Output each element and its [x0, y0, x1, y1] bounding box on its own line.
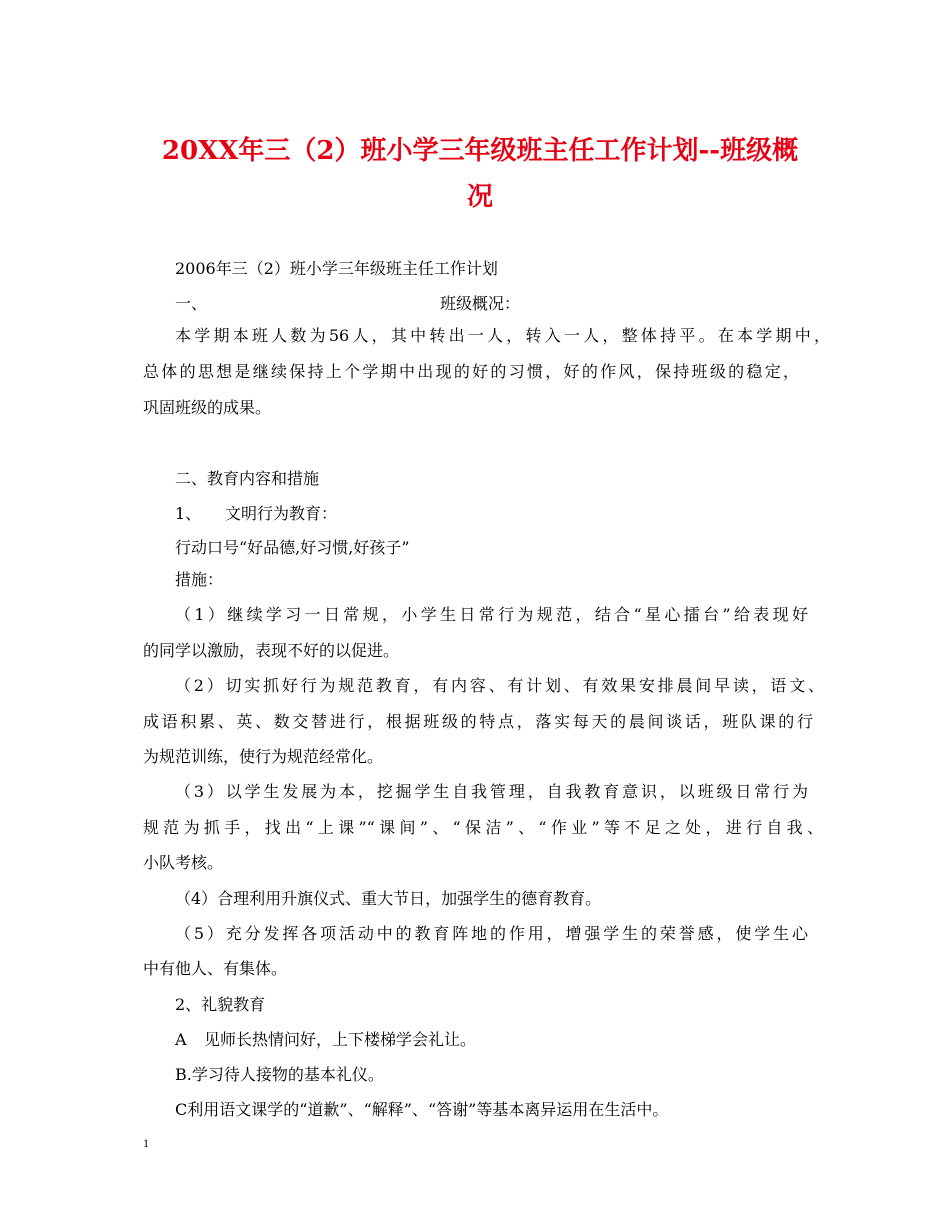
item-c-text: C利用语文课学的“道歉”、“解释”、“答谢”等基本离异运用在生活中。 — [175, 1100, 669, 1119]
measure-1-line: 的同学以激励，表现不好的以促进。 — [143, 641, 400, 660]
measure-2-line: （2）切实抓好行为规范教育，有内容、有计划、有效果安排晨间早读，语文、 — [175, 676, 824, 695]
item-a-label: A — [175, 1030, 187, 1049]
page-number: 1 — [143, 1136, 149, 1150]
measure-5-line: （5）充分发挥各项活动中的教育阵地的作用，增强学生的荣誉感，使学生心 — [175, 924, 808, 943]
item-b-text: B.学习待人接物的基本礼仪。 — [175, 1065, 384, 1084]
section-1-title: 班级概况： — [440, 294, 521, 313]
measure-1-line: （1）继续学习一日常规，小学生日常行为规范，结合“星心擂台”给表现好 — [175, 605, 808, 624]
item-1-title: 文明行为教育： — [225, 504, 338, 523]
measure-3-line: （3）以学生发展为本，挖掘学生自我管理，自我教育意识，以班级日常行为 — [175, 782, 808, 801]
document-title-line-2: 况 — [466, 182, 493, 212]
measure-5-line: 中有他人、有集体。 — [143, 959, 288, 978]
measure-3-line: 小队考核。 — [143, 853, 224, 872]
measure-2-line: 成语积累、英、数交替进行，根据班级的特点，落实每天的晨间谈话，班队课的行 — [143, 712, 813, 731]
paragraph-line: 总体的思想是继续保持上个学期中出现的好的习惯，好的作风，保持班级的稳定， — [143, 362, 799, 381]
slogan-line: 行动口号“好品德,好习惯,好孩子” — [175, 538, 410, 557]
section-1-number: 一、 — [175, 294, 208, 313]
section-2-title: 二、教育内容和措施 — [175, 469, 320, 488]
measure-3-line: 规范为抓手，找出“上课”“课间”、“保洁”、“作业”等不足之处，进行自我、 — [143, 818, 823, 837]
measure-2-line: 为规范训练，使行为规范经常化。 — [143, 747, 384, 766]
document-title-line-1: 20XX年三（2）班小学三年级班主任工作计划--班级概 — [161, 136, 799, 166]
item-1-number: 1、 — [175, 504, 202, 523]
paragraph-line: 本学期本班人数为56人，其中转出一人，转入一人，整体持平。在本学期中， — [175, 326, 830, 345]
document-subtitle: 2006年三（2）班小学三年级班主任工作计划 — [175, 259, 498, 278]
measures-label: 措施： — [175, 570, 224, 589]
item-2-title: 2、礼貌教育 — [175, 995, 266, 1014]
item-a-text: 见师长热情问好，上下楼梯学会礼让。 — [204, 1030, 477, 1049]
measure-4-line: （4）合理利用升旗仪式、重大节日，加强学生的德育教育。 — [175, 889, 602, 908]
paragraph-line: 巩固班级的成果。 — [143, 398, 272, 417]
